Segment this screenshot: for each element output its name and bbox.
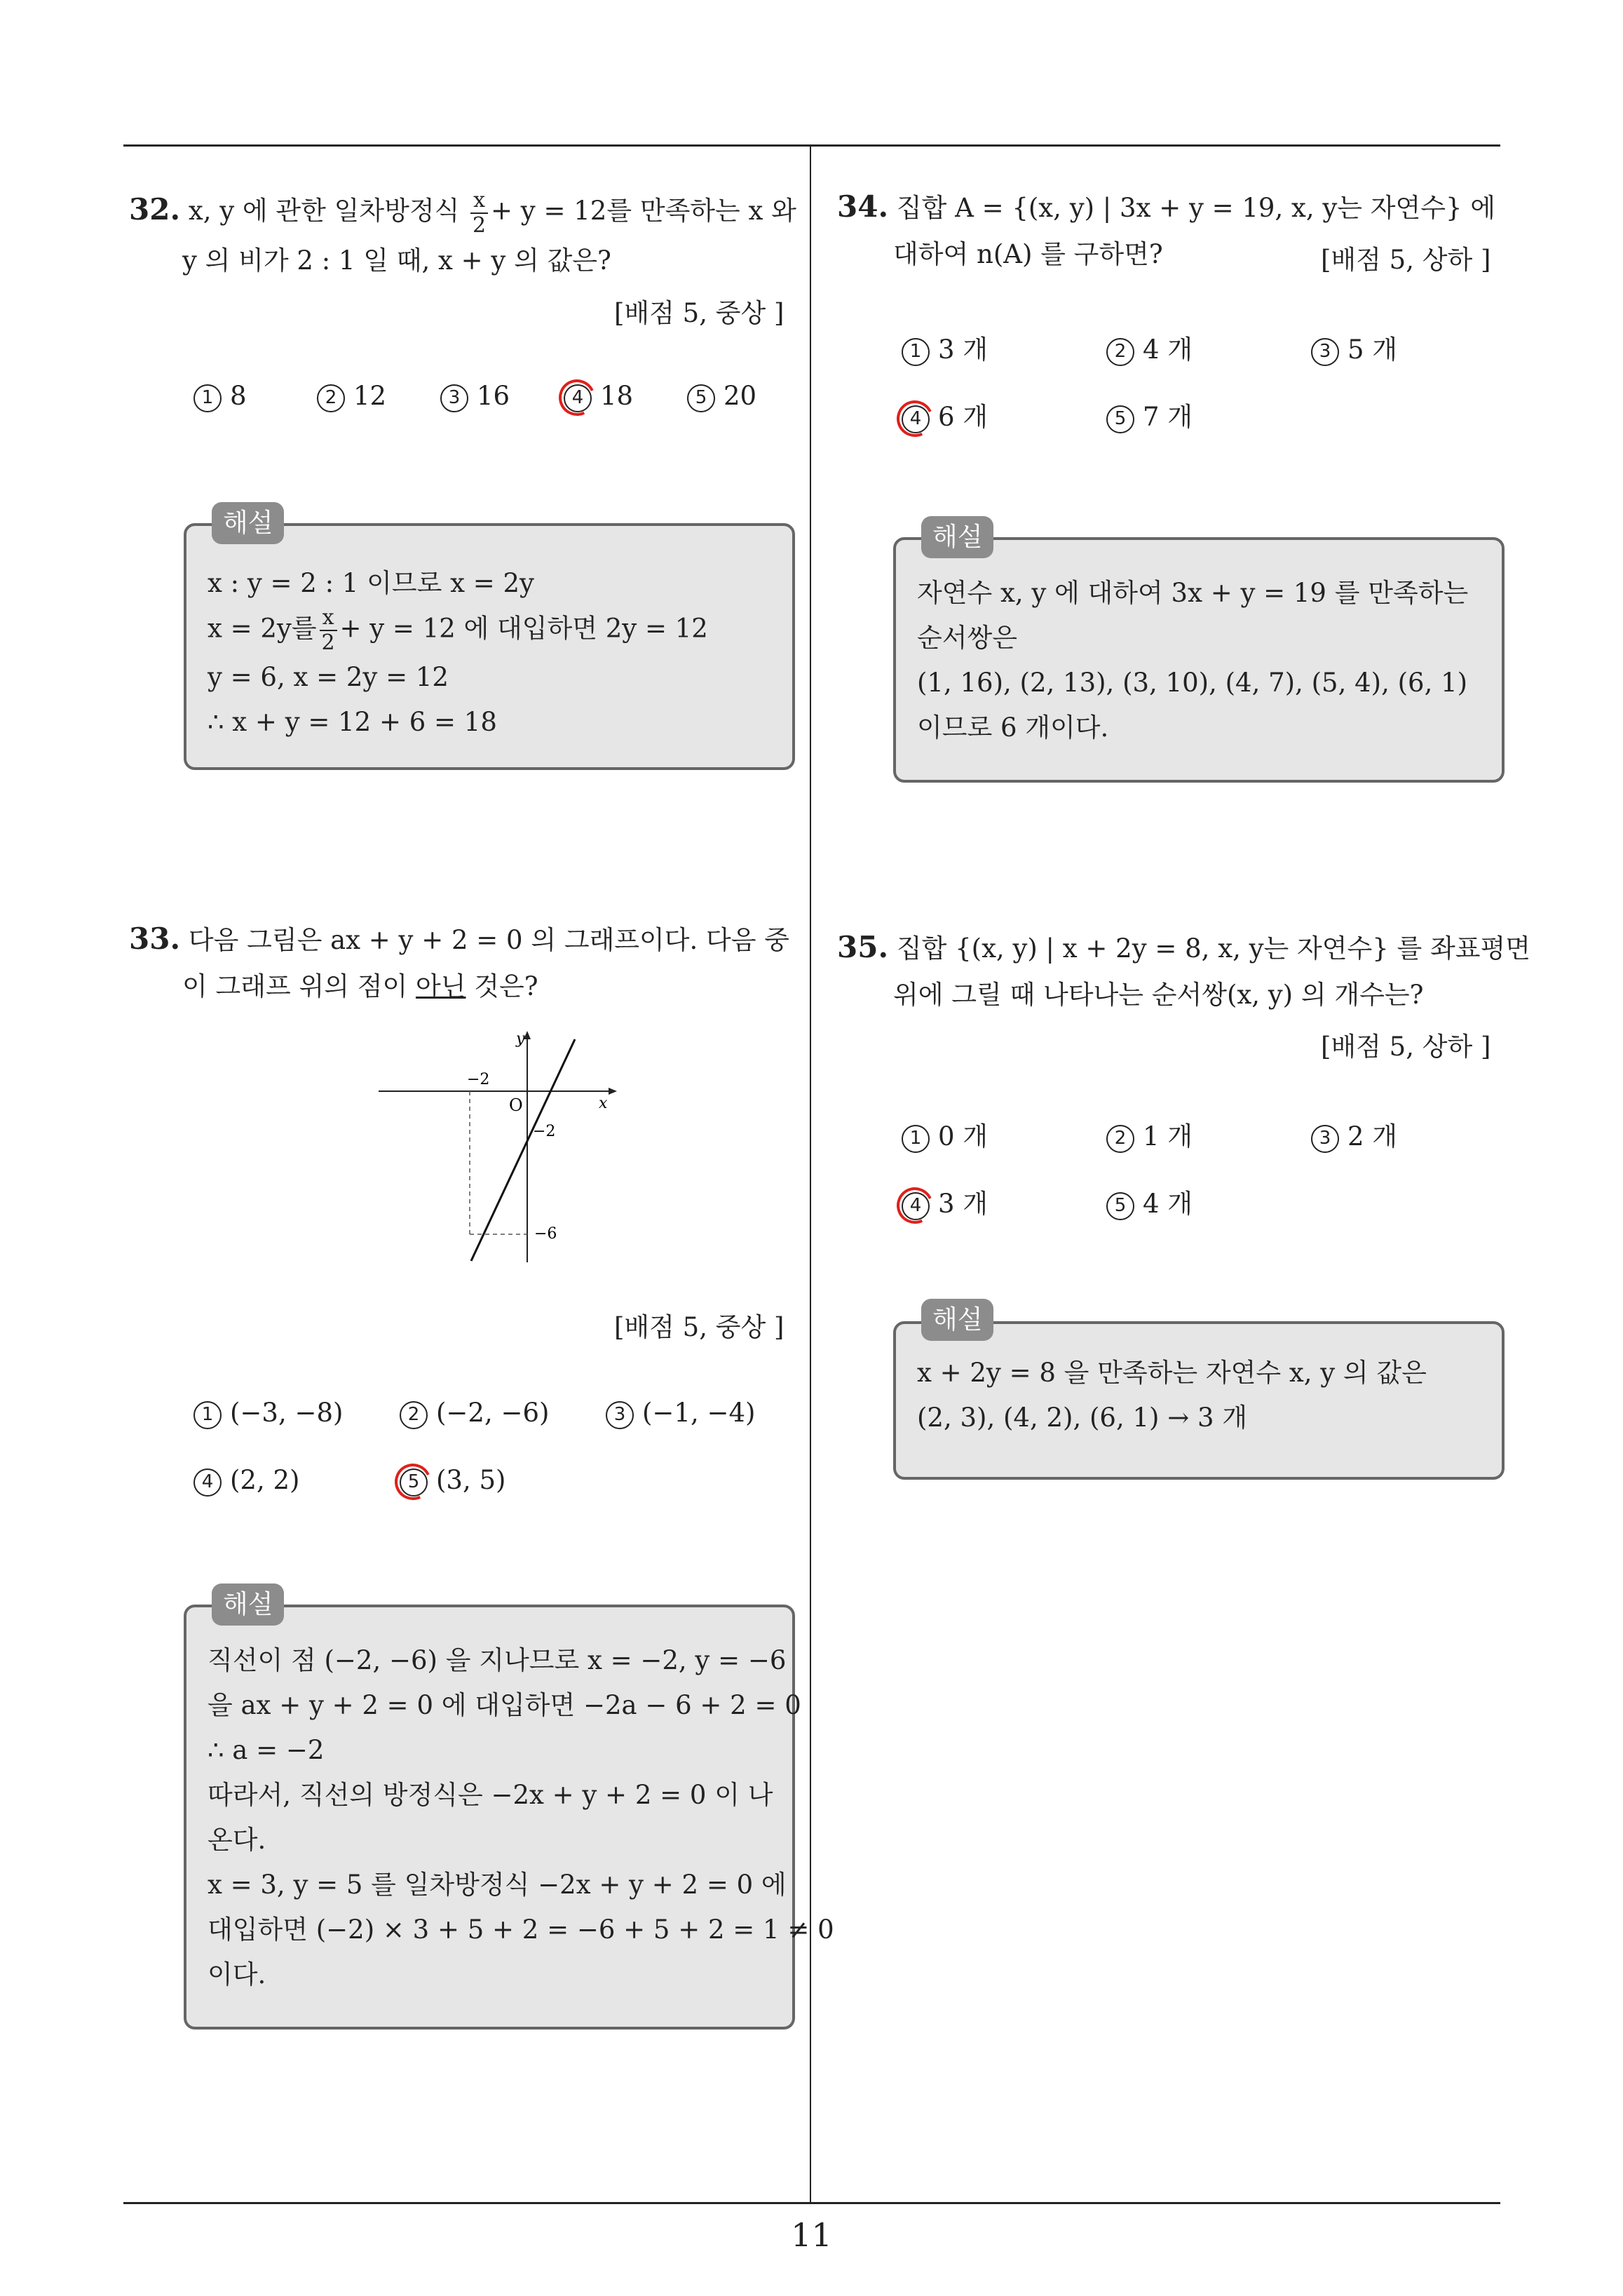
circled-number-4: 4 — [193, 1468, 222, 1497]
question-33: 33. 다음 그림은 ax + y + 2 = 0 의 그래프이다. 다음 중 이 그래프 위의 점이 아닌 것은? — [129, 921, 790, 1001]
choice-1[interactable]: 1 (−3, −8) — [193, 1398, 343, 1429]
choice-2[interactable]: 2 (−2, −6) — [400, 1398, 549, 1429]
tick-label-x-neg2: −2 — [467, 1071, 490, 1088]
circled-number-1: 1 — [193, 384, 222, 412]
solution-box-34 — [893, 537, 1505, 783]
solution-box-35 — [893, 1321, 1505, 1480]
origin-label: O — [509, 1095, 523, 1115]
choice-3[interactable]: 3 5 개 — [1311, 328, 1397, 366]
choice-5[interactable]: 5 20 — [687, 381, 756, 412]
circled-number-2: 2 — [1106, 1125, 1134, 1153]
question-text: 다음 그림은 ax + y + 2 = 0 의 그래프이다. 다음 중 — [188, 925, 790, 955]
choice-2[interactable]: 2 4 개 — [1106, 328, 1193, 366]
circled-number-3: 3 — [440, 384, 468, 412]
choice-3[interactable]: 3 (−1, −4) — [606, 1398, 755, 1429]
choice-4[interactable]: 4 6 개 — [902, 396, 988, 433]
question-32-line1 — [129, 187, 796, 238]
fraction: $\frac{x}{2}$ — [470, 189, 488, 238]
solution-box-33 — [184, 1605, 834, 2030]
circled-number-1: 1 — [193, 1401, 222, 1429]
circled-number-2: 2 — [317, 384, 345, 412]
choice-2[interactable]: 2 12 — [317, 381, 386, 412]
solution-tag: 해설 — [212, 502, 284, 544]
choice-3[interactable]: 3 2 개 — [1311, 1115, 1397, 1153]
choice-1[interactable]: 1 8 — [193, 381, 247, 412]
circled-number-5: 5 — [1106, 1192, 1134, 1220]
question-text: 집합 A = {(x, y) | 3x + y = 19, x, y는 자연수} 에 — [896, 193, 1496, 223]
choice-5[interactable]: 5 7 개 — [1106, 396, 1193, 433]
circled-number-5: 5 — [400, 1468, 428, 1497]
circled-number-2: 2 — [400, 1401, 428, 1429]
answer-mark-icon — [554, 374, 601, 421]
tick-label-y-neg2: −2 — [533, 1123, 556, 1140]
question-32 — [129, 187, 796, 284]
page-number: 11 — [791, 2216, 832, 2254]
score-label: [배점 5, 중상 ] — [614, 1312, 785, 1342]
circled-number-4: 4 — [564, 384, 592, 412]
choice-5[interactable]: 5 4 개 — [1106, 1182, 1193, 1220]
line-graph — [372, 1024, 624, 1276]
solution-text: 직선이 점 (−2, −6) 을 지나므로 x = −2, y = −6 을 ax + y + 2 = 0 에 대입하면 −2a − 6 + 2 = 0 ∴ a = −2 따라서, 직선의 방정식은 −2x + y + 2 = 0 이 나 온다. x = 3, y = 5 를 일차방정식 −2x + y + 2 = 0 에 대입하면 (−2) × 3 + 5 + 2 = −6 + 5 + 2 = 1 ≠ 0 이다. — [208, 1645, 834, 1990]
question-34: 34. 집합 A = {(x, y) | 3x + y = 19, x, y는 자연수} 에 대하여 n(A) 를 구하면? — [837, 189, 1496, 269]
solution-text: x + 2y = 8 을 만족하는 자연수 x, y 의 값은 (2, 3), (4, 2), (6, 1) → 3 개 — [917, 1358, 1427, 1433]
solution-tag: 해설 — [921, 516, 993, 558]
answer-mark-icon — [390, 1458, 437, 1505]
x-axis-label: x — [599, 1095, 608, 1112]
circled-number-2: 2 — [1106, 338, 1134, 366]
question-number: 35. — [837, 930, 889, 964]
solution-tag: 해설 — [921, 1299, 993, 1341]
y-axis-arrow-icon — [524, 1031, 531, 1039]
question-number: 33. — [129, 921, 181, 956]
circled-number-3: 3 — [606, 1401, 634, 1429]
x-axis-arrow-icon — [609, 1088, 617, 1095]
y-axis-label: y — [516, 1030, 525, 1048]
score-label: [배점 5, 상하 ] — [1321, 1032, 1491, 1062]
circled-number-1: 1 — [902, 338, 930, 366]
choice-4[interactable]: 4 18 — [564, 381, 633, 412]
score-label: [배점 5, 상하 ] — [1321, 245, 1491, 275]
solution-tag: 해설 — [212, 1583, 284, 1626]
tick-label-y-neg6: −6 — [534, 1225, 557, 1243]
solution-text: 자연수 x, y 에 대하여 3x + y = 19 를 만족하는 순서쌍은 (1, 16), (2, 13), (3, 10), (4, 7), (5, 4), (6, 1) 이므로 6 개이다. — [917, 578, 1469, 743]
bottom-rule — [123, 2202, 1500, 2204]
question-number: 32. — [129, 192, 181, 227]
solution-box-32 — [184, 523, 795, 770]
choice-1[interactable]: 1 3 개 — [902, 328, 988, 366]
circled-number-4: 4 — [902, 1192, 930, 1220]
question-text: + y = 12를 만족하는 x 와 — [491, 196, 796, 226]
circled-number-4: 4 — [902, 405, 930, 433]
circled-number-5: 5 — [1106, 405, 1134, 433]
circled-number-3: 3 — [1311, 1125, 1339, 1153]
choice-2[interactable]: 2 1 개 — [1106, 1115, 1193, 1153]
circled-number-1: 1 — [902, 1125, 930, 1153]
circled-number-5: 5 — [687, 384, 715, 412]
solution-text: x : y = 2 : 1 이므로 x = 2y x = 2y를 $\frac{x}{2}$ + y = 12 에 대입하면 2y = 12 y = 6, x = 2y = 12 ∴ x + y = 12 + 6 = 18 — [208, 568, 708, 737]
question-35: 35. 집합 {(x, y) | x + 2y = 8, x, y는 자연수} 를 좌표평면 위에 그릴 때 나타나는 순서쌍(x, y) 의 개수는? — [837, 930, 1530, 1010]
top-rule — [123, 144, 1500, 147]
circled-number-3: 3 — [1311, 338, 1339, 366]
choice-3[interactable]: 3 16 — [440, 381, 510, 412]
answer-mark-icon — [892, 395, 939, 442]
question-text: x, y 에 관한 일차방정식 — [188, 196, 460, 226]
fraction: $\frac{x}{2}$ — [320, 606, 337, 655]
choice-5[interactable]: 5 (3, 5) — [400, 1465, 505, 1497]
question-32-line2: y 의 비가 2 : 1 일 때, x + y 의 값은? — [182, 245, 611, 276]
choice-4[interactable]: 4 3 개 — [902, 1182, 988, 1220]
question-text: 집합 {(x, y) | x + 2y = 8, x, y는 자연수} 를 좌표평면 — [896, 933, 1530, 964]
choice-4[interactable]: 4 (2, 2) — [193, 1465, 299, 1497]
choice-1[interactable]: 1 0 개 — [902, 1115, 988, 1153]
score-label: [배점 5, 중상 ] — [614, 298, 785, 328]
question-number: 34. — [837, 189, 889, 224]
answer-mark-icon — [892, 1182, 939, 1229]
